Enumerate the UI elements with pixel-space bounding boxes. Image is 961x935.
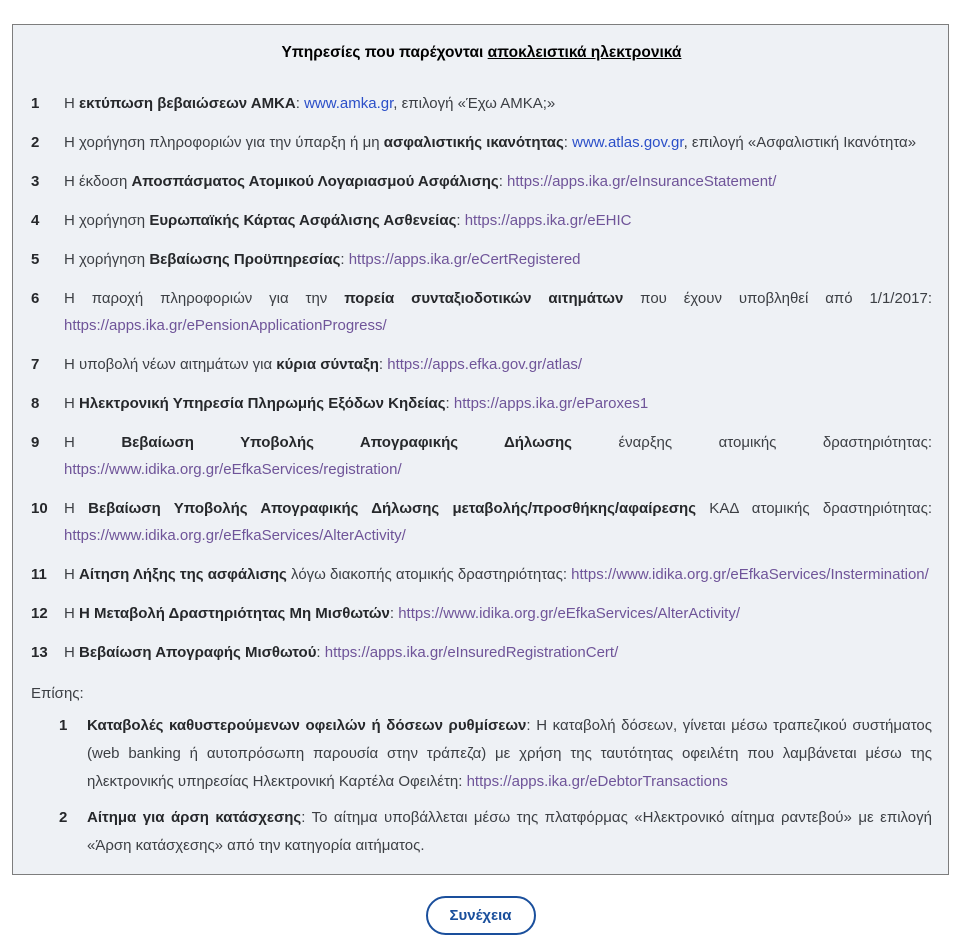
list-item-number: 2	[31, 134, 40, 151]
service-link[interactable]: https://www.idika.org.gr/eEfkaServices/AlterActivity/	[398, 605, 741, 622]
list-item-number: 11	[31, 566, 47, 583]
list-item-plain-text: έναρξης ατομικής δραστηριότητας:	[571, 434, 932, 451]
list-item-plain-text: Η χορήγηση πληροφοριών για την ύπαρξη ή μη	[64, 134, 384, 151]
list-item-bold-text: Βεβαίωση Υποβολής Απογραφικής Δήλωσης	[121, 434, 572, 451]
list-item-plain-text: Η έκδοση	[64, 173, 132, 190]
service-item	[31, 90, 932, 117]
service-item	[31, 129, 932, 156]
list-item-plain-text: Η	[64, 434, 122, 451]
list-item-number: 4	[31, 212, 40, 229]
list-item-bold-text: Ηλεκτρονική Υπηρεσία Πληρωμής Εξόδων Κηδείας	[79, 395, 446, 412]
list-item-plain-text: :	[498, 173, 508, 190]
list-item-plain-text: Η	[64, 395, 79, 412]
service-link[interactable]: https://www.idika.org.gr/eEfkaServices/Instermination/	[571, 566, 929, 583]
list-item-bold-text: Αίτημα για άρση κατάσχεσης	[87, 809, 302, 826]
service-item	[31, 285, 932, 339]
list-item-plain-text: :	[389, 605, 399, 622]
also-item	[59, 712, 932, 796]
list-item-number: 1	[59, 717, 68, 734]
list-item-plain-text: Η	[64, 605, 79, 622]
list-item-plain-text: , επιλογή «Ασφαλιστική Ικανότητα»	[683, 134, 917, 151]
also-label: Επίσης:	[31, 685, 84, 702]
list-item-plain-text: Η χορήγηση	[64, 251, 150, 268]
list-item-plain-text: Η	[64, 95, 79, 112]
service-link[interactable]: https://apps.ika.gr/eDebtorTransactions	[466, 773, 728, 790]
service-item	[31, 639, 932, 666]
services-list	[31, 90, 932, 666]
service-item	[31, 168, 932, 195]
service-item	[31, 495, 932, 549]
page-title	[31, 39, 932, 66]
service-item	[31, 246, 932, 273]
service-link[interactable]: https://apps.ika.gr/eEHIC	[464, 212, 632, 229]
list-item-bold-text: Ευρωπαϊκής Κάρτας Ασφάλισης Ασθενείας	[149, 212, 457, 229]
list-item-plain-text: που έχουν υποβληθεί από 1/1/2017:	[623, 290, 932, 307]
service-link[interactable]: https://apps.ika.gr/ePensionApplicationProgress/	[64, 317, 387, 334]
list-item-number: 9	[31, 434, 40, 451]
list-item-number: 6	[31, 290, 40, 307]
list-item-bold-text: κύρια σύνταξη	[276, 356, 379, 373]
list-item-plain-text: :	[316, 644, 325, 661]
button-row	[0, 896, 961, 935]
list-item-bold-text: Βεβαίωση Υποβολής Απογραφικής Δήλωσης μεταβολής/προσθήκης/αφαίρεσης	[88, 500, 697, 517]
list-item-number: 8	[31, 395, 40, 412]
list-item-number: 10	[31, 500, 48, 517]
list-item-bold-text: Αποσπάσματος Ατομικού Λογαριασμού Ασφάλισης	[131, 173, 499, 190]
list-item-bold-text: ασφαλιστικής ικανότητας	[383, 134, 564, 151]
list-item-plain-text: Η χορήγηση	[64, 212, 150, 229]
list-item-plain-text: : Το αίτημα υποβάλλεται μέσω της πλατφόρμας «Ηλεκτρονικό αίτημα ραντεβού» με επιλογή «Άρση κατάσχεσης» από την κατηγορία αιτήματος.	[87, 809, 932, 854]
list-item-plain-text: Η	[64, 566, 79, 583]
list-item-text	[64, 600, 932, 627]
list-item-text	[64, 429, 932, 483]
service-item	[31, 207, 932, 234]
list-item-text	[64, 129, 932, 156]
service-item	[31, 390, 932, 417]
list-item-text	[87, 712, 932, 796]
list-item-bold-text: Αίτηση Λήξης της ασφάλισης	[79, 566, 287, 583]
list-item-text	[64, 207, 932, 234]
list-item-text	[64, 168, 932, 195]
services-panel	[12, 24, 949, 875]
list-item-text	[87, 804, 932, 860]
service-link[interactable]: www.atlas.gov.gr	[572, 134, 684, 151]
list-item-number: 5	[31, 251, 40, 268]
list-item-plain-text: :	[445, 395, 454, 412]
list-item-text	[64, 90, 932, 117]
service-link[interactable]: www.amka.gr	[304, 95, 394, 112]
list-item-plain-text: :	[563, 134, 573, 151]
list-item-text	[64, 390, 932, 417]
service-link[interactable]: https://apps.ika.gr/eInsuranceStatement/	[507, 173, 777, 190]
list-item-plain-text: ΚΑΔ ατομικής δραστηριότητας:	[696, 500, 932, 517]
service-item	[31, 429, 932, 483]
list-item-number: 1	[31, 95, 40, 112]
service-link[interactable]: https://apps.efka.gov.gr/atlas/	[387, 356, 583, 373]
list-item-plain-text: λόγω διακοπής ατομικής δραστηριότητας:	[286, 566, 572, 583]
also-item	[59, 804, 932, 860]
list-item-text	[64, 561, 932, 588]
list-item-text	[64, 246, 932, 273]
list-item-text	[64, 639, 932, 666]
service-link[interactable]: https://www.idika.org.gr/eEfkaServices/AlterActivity/	[64, 527, 406, 544]
list-item-text	[64, 495, 932, 549]
list-item-bold-text: Καταβολές καθυστερούμενων οφειλών ή δόσεων ρυθμίσεων	[87, 717, 527, 734]
list-item-text	[64, 285, 932, 339]
service-item	[31, 351, 932, 378]
list-item-text	[64, 351, 932, 378]
list-item-plain-text: :	[378, 356, 388, 373]
page-title-underlined: αποκλειστικά ηλεκτρονικά	[487, 44, 682, 61]
service-link[interactable]: https://apps.ika.gr/eCertRegistered	[348, 251, 581, 268]
also-list	[59, 712, 932, 860]
list-item-number: 2	[59, 809, 68, 826]
service-link[interactable]: https://apps.ika.gr/eInsuredRegistrationCert/	[324, 644, 619, 661]
list-item-plain-text: :	[340, 251, 349, 268]
list-item-plain-text: :	[456, 212, 465, 229]
list-item-plain-text: , επιλογή «Έχω ΑΜΚΑ;»	[393, 95, 556, 112]
list-item-number: 7	[31, 356, 40, 373]
list-item-plain-text: :	[295, 95, 305, 112]
list-item-bold-text: εκτύπωση βεβαιώσεων ΑΜΚΑ	[79, 95, 296, 112]
page-title-prefix: Υπηρεσίες που παρέχονται	[281, 44, 488, 61]
list-item-number: 3	[31, 173, 40, 190]
list-item-plain-text: Η	[64, 500, 89, 517]
service-item	[31, 561, 932, 588]
list-item-plain-text: Η	[64, 644, 79, 661]
service-link[interactable]: https://apps.ika.gr/eParoxes1	[453, 395, 649, 412]
list-item-number: 13	[31, 644, 48, 661]
list-item-plain-text: Η υποβολή νέων αιτημάτων για	[64, 356, 277, 373]
list-item-number: 12	[31, 605, 48, 622]
service-link[interactable]: https://www.idika.org.gr/eEfkaServices/registration/	[64, 461, 402, 478]
list-item-bold-text: Βεβαίωση Απογραφής Μισθωτού	[79, 644, 317, 661]
list-item-plain-text: Η παροχή πληροφοριών για την	[64, 290, 345, 307]
list-item-bold-text: Η Μεταβολή Δραστηριότητας Μη Μισθωτών	[79, 605, 390, 622]
continue-button[interactable]: Συνέχεια	[426, 896, 536, 935]
list-item-plain-text: : Η καταβολή δόσεων, γίνεται μέσω τραπεζικού συστήματος (web banking ή αυτοπρόσωπη παρουσία στην τράπεζα) με χρήση της ταυτότητας οφειλέτη που λαμβάνεται μέσω της ηλεκτρονικής υπηρεσίας Ηλεκτρονική Καρτέλα Οφειλέτη:	[87, 717, 932, 790]
service-item	[31, 600, 932, 627]
list-item-bold-text: πορεία συνταξιοδοτικών αιτημάτων	[344, 290, 624, 307]
list-item-bold-text: Βεβαίωσης Προϋπηρεσίας	[149, 251, 341, 268]
